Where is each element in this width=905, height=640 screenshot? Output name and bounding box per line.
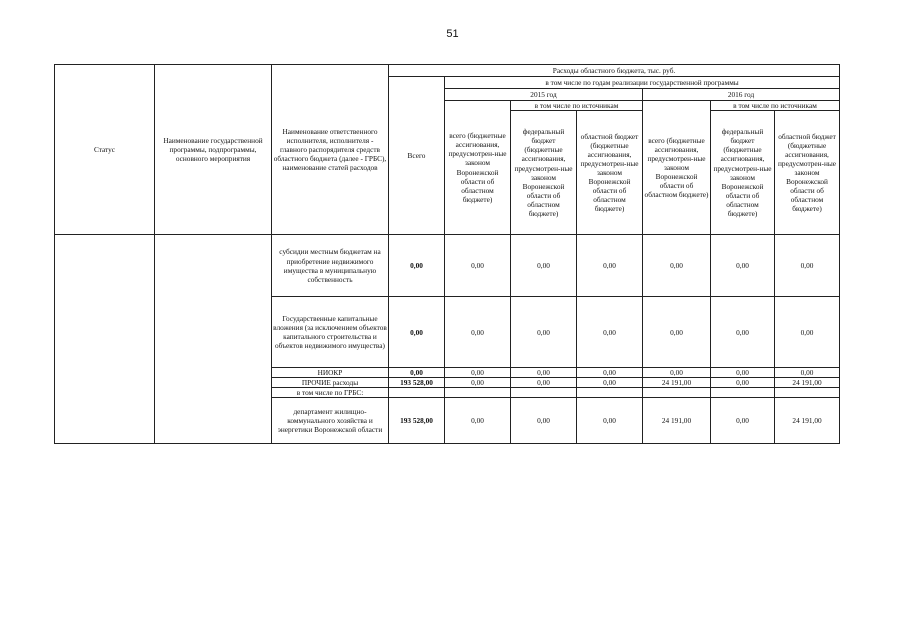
row-2016-all: 24 191,00 bbox=[643, 398, 711, 444]
header-2015-by-sources: в том числе по источникам bbox=[511, 101, 643, 111]
row-2016-regional: 24 191,00 bbox=[775, 378, 840, 388]
row-2015-federal: 0,00 bbox=[511, 297, 577, 368]
row-total: 0,00 bbox=[389, 368, 445, 378]
row-2015-federal: 0,00 bbox=[511, 398, 577, 444]
row-2015-regional: 0,00 bbox=[577, 368, 643, 378]
row-2016-regional: 24 191,00 bbox=[775, 398, 840, 444]
row-name: субсидии местным бюджетам на приобретение недвижимого имущества в муниципальную собственность bbox=[272, 235, 389, 297]
empty-cell bbox=[577, 388, 643, 398]
row-2016-all: 0,00 bbox=[643, 368, 711, 378]
empty-cell bbox=[775, 388, 840, 398]
row-2016-federal: 0,00 bbox=[711, 235, 775, 297]
header-executor-name: Наименование ответственного исполнителя, исполнителя - главного распорядителя средств областного бюджета (далее - ГРБС), наименование статей расходов bbox=[272, 65, 389, 235]
row-2016-all: 0,00 bbox=[643, 235, 711, 297]
row-name: департамент жилищно-коммунального хозяйства и энергетики Воронежской области bbox=[272, 398, 389, 444]
header-2015-regional: областной бюджет (бюджетные ассигнования, предусмотрен-ные законом Воронежской области об областном бюджете) bbox=[577, 111, 643, 235]
row-2016-federal: 0,00 bbox=[711, 297, 775, 368]
row-2016-regional: 0,00 bbox=[775, 297, 840, 368]
row-2015-regional: 0,00 bbox=[577, 378, 643, 388]
row-total: 0,00 bbox=[389, 297, 445, 368]
row-name: НИОКР bbox=[272, 368, 389, 378]
row-2016-all: 0,00 bbox=[643, 297, 711, 368]
header-2016-by-sources: в том числе по источникам bbox=[711, 101, 840, 111]
row-2015-all: 0,00 bbox=[445, 398, 511, 444]
header-expenses-title: Расходы областного бюджета, тыс. руб. bbox=[389, 65, 840, 77]
header-status: Статус bbox=[55, 65, 155, 235]
row-2015-all: 0,00 bbox=[445, 297, 511, 368]
header-2015-all: всего (бюджетные ассигнования, предусмотрен-ные законом Воронежской области об областном бюджете) bbox=[445, 101, 511, 235]
row-2015-federal: 0,00 bbox=[511, 368, 577, 378]
header-by-years: в том числе по годам реализации государственной программы bbox=[445, 77, 840, 89]
row-2016-regional: 0,00 bbox=[775, 235, 840, 297]
row-2015-all: 0,00 bbox=[445, 368, 511, 378]
empty-cell bbox=[445, 388, 511, 398]
page-number: 51 bbox=[446, 28, 459, 40]
row-2015-regional: 0,00 bbox=[577, 297, 643, 368]
header-2016-regional: областной бюджет (бюджетные ассигнования, предусмотрен-ные законом Воронежской области об областном бюджете) bbox=[775, 111, 840, 235]
program-cell bbox=[155, 235, 272, 444]
empty-cell bbox=[389, 388, 445, 398]
row-name: Государственные капитальные вложения (за исключением объектов капитального строительства и объектов недвижимого имущества) bbox=[272, 297, 389, 368]
header-year-2015: 2015 год bbox=[445, 89, 643, 101]
row-2015-all: 0,00 bbox=[445, 235, 511, 297]
row-2015-federal: 0,00 bbox=[511, 235, 577, 297]
row-2015-regional: 0,00 bbox=[577, 235, 643, 297]
row-name: в том числе по ГРБС: bbox=[272, 388, 389, 398]
budget-table bbox=[54, 64, 840, 444]
empty-cell bbox=[511, 388, 577, 398]
header-year-2016: 2016 год bbox=[643, 89, 840, 101]
row-2015-regional: 0,00 bbox=[577, 398, 643, 444]
empty-cell bbox=[643, 388, 711, 398]
header-total: Всего bbox=[389, 77, 445, 235]
row-2016-federal: 0,00 bbox=[711, 368, 775, 378]
header-2015-federal: федеральный бюджет (бюджетные ассигнования, предусмотрен-ные законом Воронежской области об областном бюджете) bbox=[511, 111, 577, 235]
row-total: 0,00 bbox=[389, 235, 445, 297]
header-2016-all: всего (бюджетные ассигнования, предусмотрен-ные законом Воронежской области об областном бюджете) bbox=[643, 101, 711, 235]
empty-cell bbox=[711, 388, 775, 398]
row-2016-federal: 0,00 bbox=[711, 398, 775, 444]
row-total: 193 528,00 bbox=[389, 378, 445, 388]
header-program-name: Наименование государственной программы, подпрограммы, основного мероприятия bbox=[155, 65, 272, 235]
row-name: ПРОЧИЕ расходы bbox=[272, 378, 389, 388]
header-2016-federal: федеральный бюджет (бюджетные ассигнования, предусмотрен-ные законом Воронежской области об областном бюджете) bbox=[711, 111, 775, 235]
row-2016-federal: 0,00 bbox=[711, 378, 775, 388]
row-2015-all: 0,00 bbox=[445, 378, 511, 388]
table-row bbox=[55, 235, 840, 297]
status-cell bbox=[55, 235, 155, 444]
row-total: 193 528,00 bbox=[389, 398, 445, 444]
row-2016-regional: 0,00 bbox=[775, 368, 840, 378]
row-2016-all: 24 191,00 bbox=[643, 378, 711, 388]
row-2015-federal: 0,00 bbox=[511, 378, 577, 388]
